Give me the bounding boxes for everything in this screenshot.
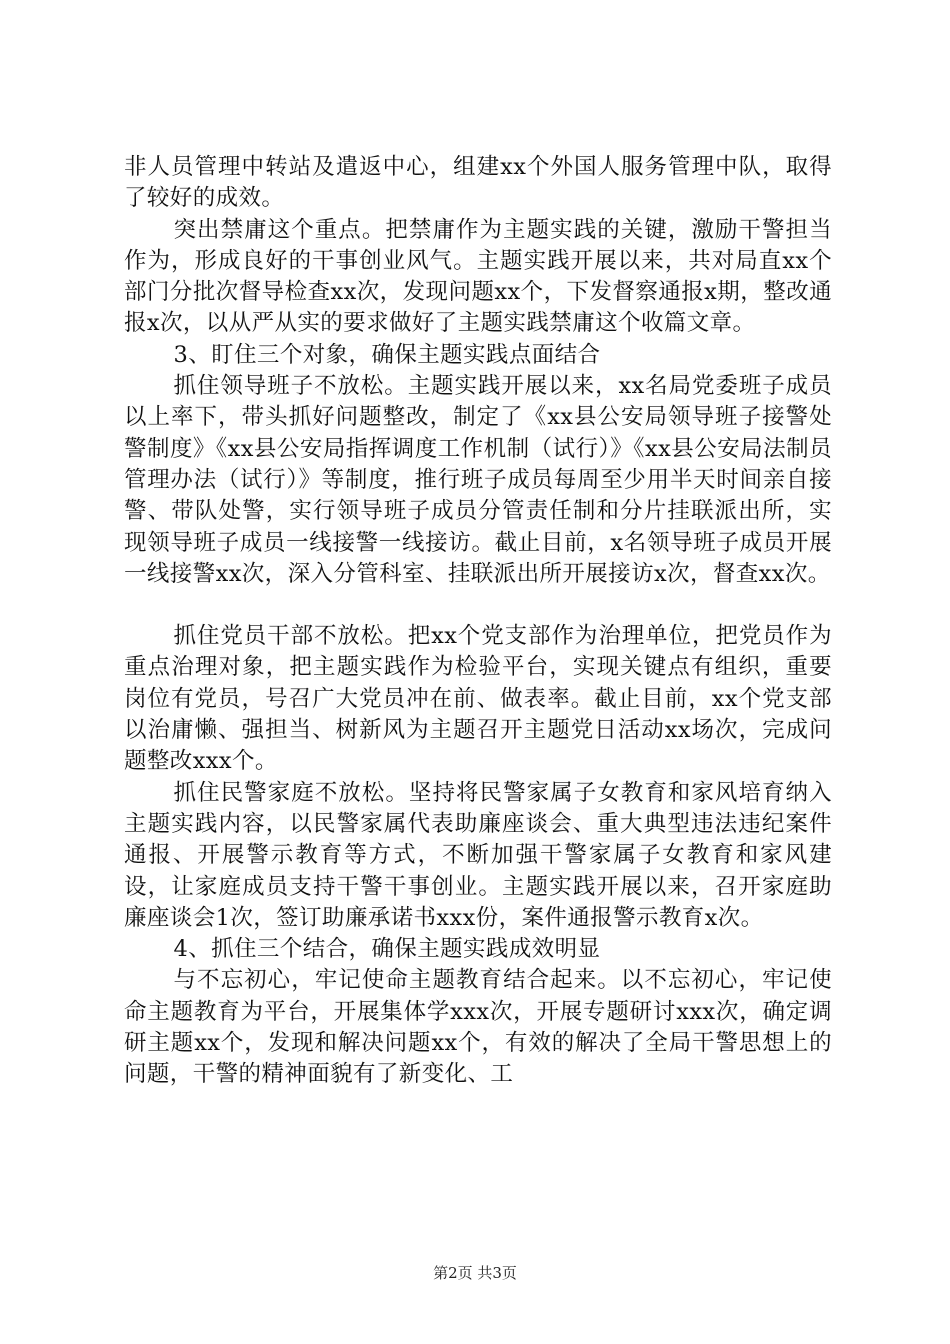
page-footer: 第2页 共3页 <box>433 1264 517 1282</box>
paragraph-education: 与不忘初心，牢记使命主题教育结合起来。以不忘初心，牢记使命主题教育为平台，开展集体学xxx次，开展专题研讨xxx次，确定调研主题xx个，发现和解决问题xx个，有效的解决了全局干警思想上的问题，干警的精神面貌有了新变化、工 <box>124 967 832 1088</box>
paragraph-party-members: 抓住党员干部不放松。把xx个党支部作为治理单位，把党员作为重点治理对象，把主题实践作为检验平台，实现关键点有组织，重要岗位有党员，号召广大党员冲在前、做表率。截止目前，xx个党支部以治庸懒、强担当、树新风为主题召开主题党日活动xx场次，完成问题整改xxx个。 <box>124 623 832 775</box>
section-heading-4: 4、抓住三个结合，确保主题实践成效明显 <box>173 936 601 963</box>
section-heading-3: 3、盯住三个对象，确保主题实践点面结合 <box>173 341 601 368</box>
document-body <box>124 152 832 1091</box>
paragraph-continuation: 非人员管理中转站及遣返中心，组建xx个外国人服务管理中队，取得了较好的成效。 <box>124 154 832 212</box>
paragraph-leadership: 抓住领导班子不放松。主题实践开展以来，xx名局党委班子成员以上率下，带头抓好问题整改，制定了《xx县公安局领导班子接警处警制度》《xx县公安局指挥调度工作机制（试行）》《xx县公安局法制员管理办法（试行）》等制度，推行班子成员每周至少用半天时间亲自接警、带队处警，实行领导班子成员分管责任制和分片挂联派出所，实现领导班子成员一线接警一线接访。截止目前，x名领导班子成员开展一线接警xx次，深入分管科室、挂联派出所开展接访x次，督查xx次。 <box>124 373 832 587</box>
paragraph-police-families: 抓住民警家庭不放松。坚持将民警家属子女教育和家风培育纳入主题实践内容，以民警家属代表助廉座谈会、重大典型违法违纪案件通报、开展警示教育等方式，不断加强干警家属子女教育和家风建设，让家庭成员支持干警干事创业。主题实践开展以来，召开家庭助廉座谈会1次，签订助廉承诺书xxx份，案件通报警示教育x次。 <box>124 779 832 931</box>
paragraph-gap <box>124 590 832 621</box>
paragraph-jinyong: 突出禁庸这个重点。把禁庸作为主题实践的关键，激励干警担当作为，形成良好的干事创业风气。主题实践开展以来，共对局直xx个部门分批次督导检查xx次，发现问题xx个，下发督察通报x期，整改通报x次，以从严从实的要求做好了主题实践禁庸这个收篇文章。 <box>124 216 832 337</box>
